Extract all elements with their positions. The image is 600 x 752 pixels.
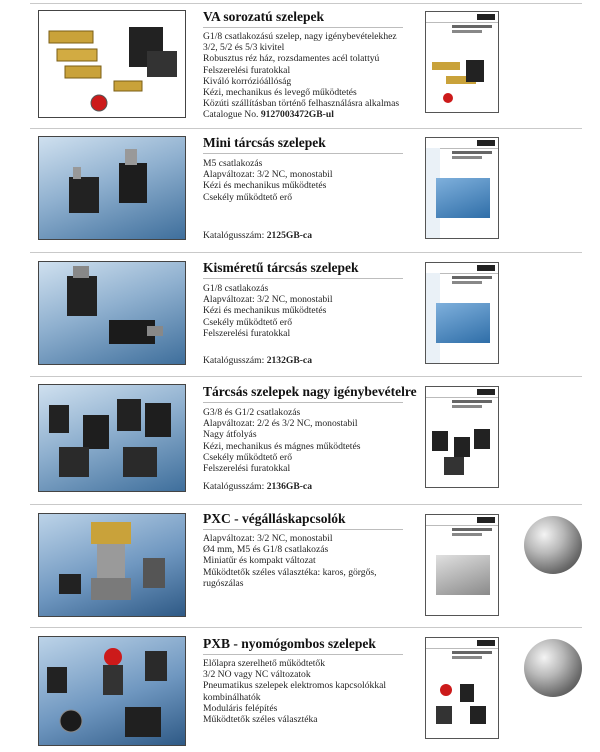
booklet-valve-image xyxy=(426,425,498,481)
divider xyxy=(30,504,582,505)
product-features xyxy=(203,31,399,109)
parker-logo-icon xyxy=(477,14,495,20)
product-title: PXB - nyomógombos szelepek xyxy=(203,636,376,651)
catalogue-booklet-cover xyxy=(425,637,499,739)
catalogue-code: 9127003472GB-ul xyxy=(260,109,334,120)
pxb-push-buttons-illustration xyxy=(39,637,185,745)
mini-valves-illustration xyxy=(39,137,185,239)
heavy-duty-valves-illustration xyxy=(39,385,185,491)
parker-logo-icon xyxy=(477,140,495,146)
product-photo-heavy-duty-valves xyxy=(38,384,186,492)
feature-line: Kézi, mechanikus és mágnes működtetés xyxy=(203,440,361,452)
catalogue-number xyxy=(203,355,312,366)
booklet-product-image xyxy=(436,178,490,218)
divider xyxy=(30,376,582,377)
product-title: VA sorozatú szelepek xyxy=(203,9,324,24)
product-photo-pxb-push-buttons xyxy=(38,636,186,746)
feature-line: Miniatűr és kompakt változat xyxy=(203,555,316,567)
catalogue-label: Katalógusszám: xyxy=(203,230,265,241)
product-photo-pxc-limit-switches xyxy=(38,513,186,617)
feature-line: Előlapra szerelhető működtetők xyxy=(203,658,326,669)
product-features xyxy=(203,533,377,589)
feature-line: Kézi és mechanikus működtetés xyxy=(203,180,327,192)
catalogue-label: Katalógusszám: xyxy=(203,481,265,492)
feature-line: Felszerelési furatokkal xyxy=(203,463,291,475)
feature-line: Közúti szállításban történő felhasználásra alkalmas xyxy=(203,98,400,110)
pxc-switches-illustration xyxy=(39,514,185,616)
product-title: Tárcsás szelepek nagy igénybevételre xyxy=(203,384,417,399)
product-features xyxy=(203,407,360,474)
product-features xyxy=(203,158,333,203)
va-valves-illustration xyxy=(39,11,185,117)
product-photo-mini-valves xyxy=(38,136,186,240)
feature-line: Működtetők széles választéka xyxy=(203,714,318,726)
feature-line: G3/8 és G1/2 csatlakozás xyxy=(203,407,301,418)
parker-logo-icon xyxy=(477,265,495,271)
compact-valves-illustration xyxy=(39,262,185,364)
catalogue-booklet-cover xyxy=(425,11,499,113)
catalogue-label: Katalógusszám: xyxy=(203,355,265,366)
title-underline xyxy=(203,529,403,530)
title-underline xyxy=(203,402,403,403)
booklet-button-image xyxy=(426,676,498,732)
product-title: Mini tárcsás szelepek xyxy=(203,135,326,150)
feature-line: Alapváltozat: 3/2 NC, monostabil xyxy=(203,294,333,306)
feature-line: Pneumatikus szelepek elektromos kapcsolókkal xyxy=(203,680,387,692)
product-photo-va-valves xyxy=(38,10,186,118)
parker-logo-icon xyxy=(477,640,495,646)
divider xyxy=(30,3,582,4)
catalogue-booklet-cover xyxy=(425,262,499,364)
feature-line: M5 csatlakozás xyxy=(203,158,263,169)
catalogue-number xyxy=(203,230,312,241)
feature-line: Felszerelési furatokkal xyxy=(203,327,291,339)
booklet-valve-image xyxy=(426,52,498,112)
feature-line: Csekély működtető erő xyxy=(203,451,292,463)
catalogue-number xyxy=(203,481,312,492)
feature-line: Csekély működtető erő xyxy=(203,191,292,203)
catalogue-booklet-cover xyxy=(425,386,499,488)
feature-line: Nagy átfolyás xyxy=(203,429,257,441)
product-photo-compact-valves xyxy=(38,261,186,365)
product-title: PXC - végálláskapcsolók xyxy=(203,511,346,526)
feature-line: Kézi és mechanikus működtetés xyxy=(203,305,327,317)
globe-icon xyxy=(524,639,582,697)
feature-line: 3/2, 5/2 és 5/3 kivitel xyxy=(203,42,285,54)
parker-logo-icon xyxy=(477,517,495,523)
title-underline xyxy=(203,153,403,154)
feature-line: Működtetők széles választéka: karos, görgős, xyxy=(203,566,377,578)
feature-line: Alapváltozat: 2/2 és 3/2 NC, monostabil xyxy=(203,418,358,430)
feature-line: rugószálas xyxy=(203,577,244,589)
booklet-product-image xyxy=(436,555,490,595)
catalogue-code: 2125GB-ca xyxy=(266,230,312,241)
divider xyxy=(30,252,582,253)
feature-line: G1/8 csatlakozás xyxy=(203,283,269,294)
catalogue-booklet-cover xyxy=(425,137,499,239)
product-title: Kisméretű tárcsás szelepek xyxy=(203,260,359,275)
catalogue-code: 2136GB-ca xyxy=(266,481,312,492)
feature-line: G1/8 csatlakozású szelep, nagy igénybevételekhez xyxy=(203,31,397,42)
feature-line: Kézi, mechanikus és levegő működtetés xyxy=(203,87,357,99)
feature-line: Kiváló korrózióállóság xyxy=(203,75,292,87)
feature-line: Alapváltozat: 3/2 NC, monostabil xyxy=(203,169,333,181)
title-underline xyxy=(203,654,403,655)
catalogue-label: Catalogue No. xyxy=(203,109,259,120)
feature-line: Csekély működtető erő xyxy=(203,316,292,328)
booklet-product-image xyxy=(436,303,490,343)
divider xyxy=(30,627,582,628)
feature-line: Felszerelési furatokkal xyxy=(203,64,291,76)
product-features xyxy=(203,658,386,725)
title-underline xyxy=(203,278,403,279)
feature-line: Robusztus réz ház, rozsdamentes acél tolattyú xyxy=(203,53,380,65)
globe-icon xyxy=(524,516,582,574)
title-underline xyxy=(203,27,403,28)
divider xyxy=(30,128,582,129)
feature-line: kombinálhatók xyxy=(203,691,261,703)
feature-line: Alapváltozat: 3/2 NC, monostabil xyxy=(203,533,333,544)
feature-line: 3/2 NO vagy NC változatok xyxy=(203,669,311,681)
catalogue-number xyxy=(203,109,334,120)
feature-line: Moduláris felépítés xyxy=(203,702,278,714)
product-features xyxy=(203,283,333,339)
catalogue-booklet-cover xyxy=(425,514,499,616)
feature-line: Ø4 mm, M5 és G1/8 csatlakozás xyxy=(203,544,329,556)
catalogue-code: 2132GB-ca xyxy=(266,355,312,366)
parker-logo-icon xyxy=(477,389,495,395)
